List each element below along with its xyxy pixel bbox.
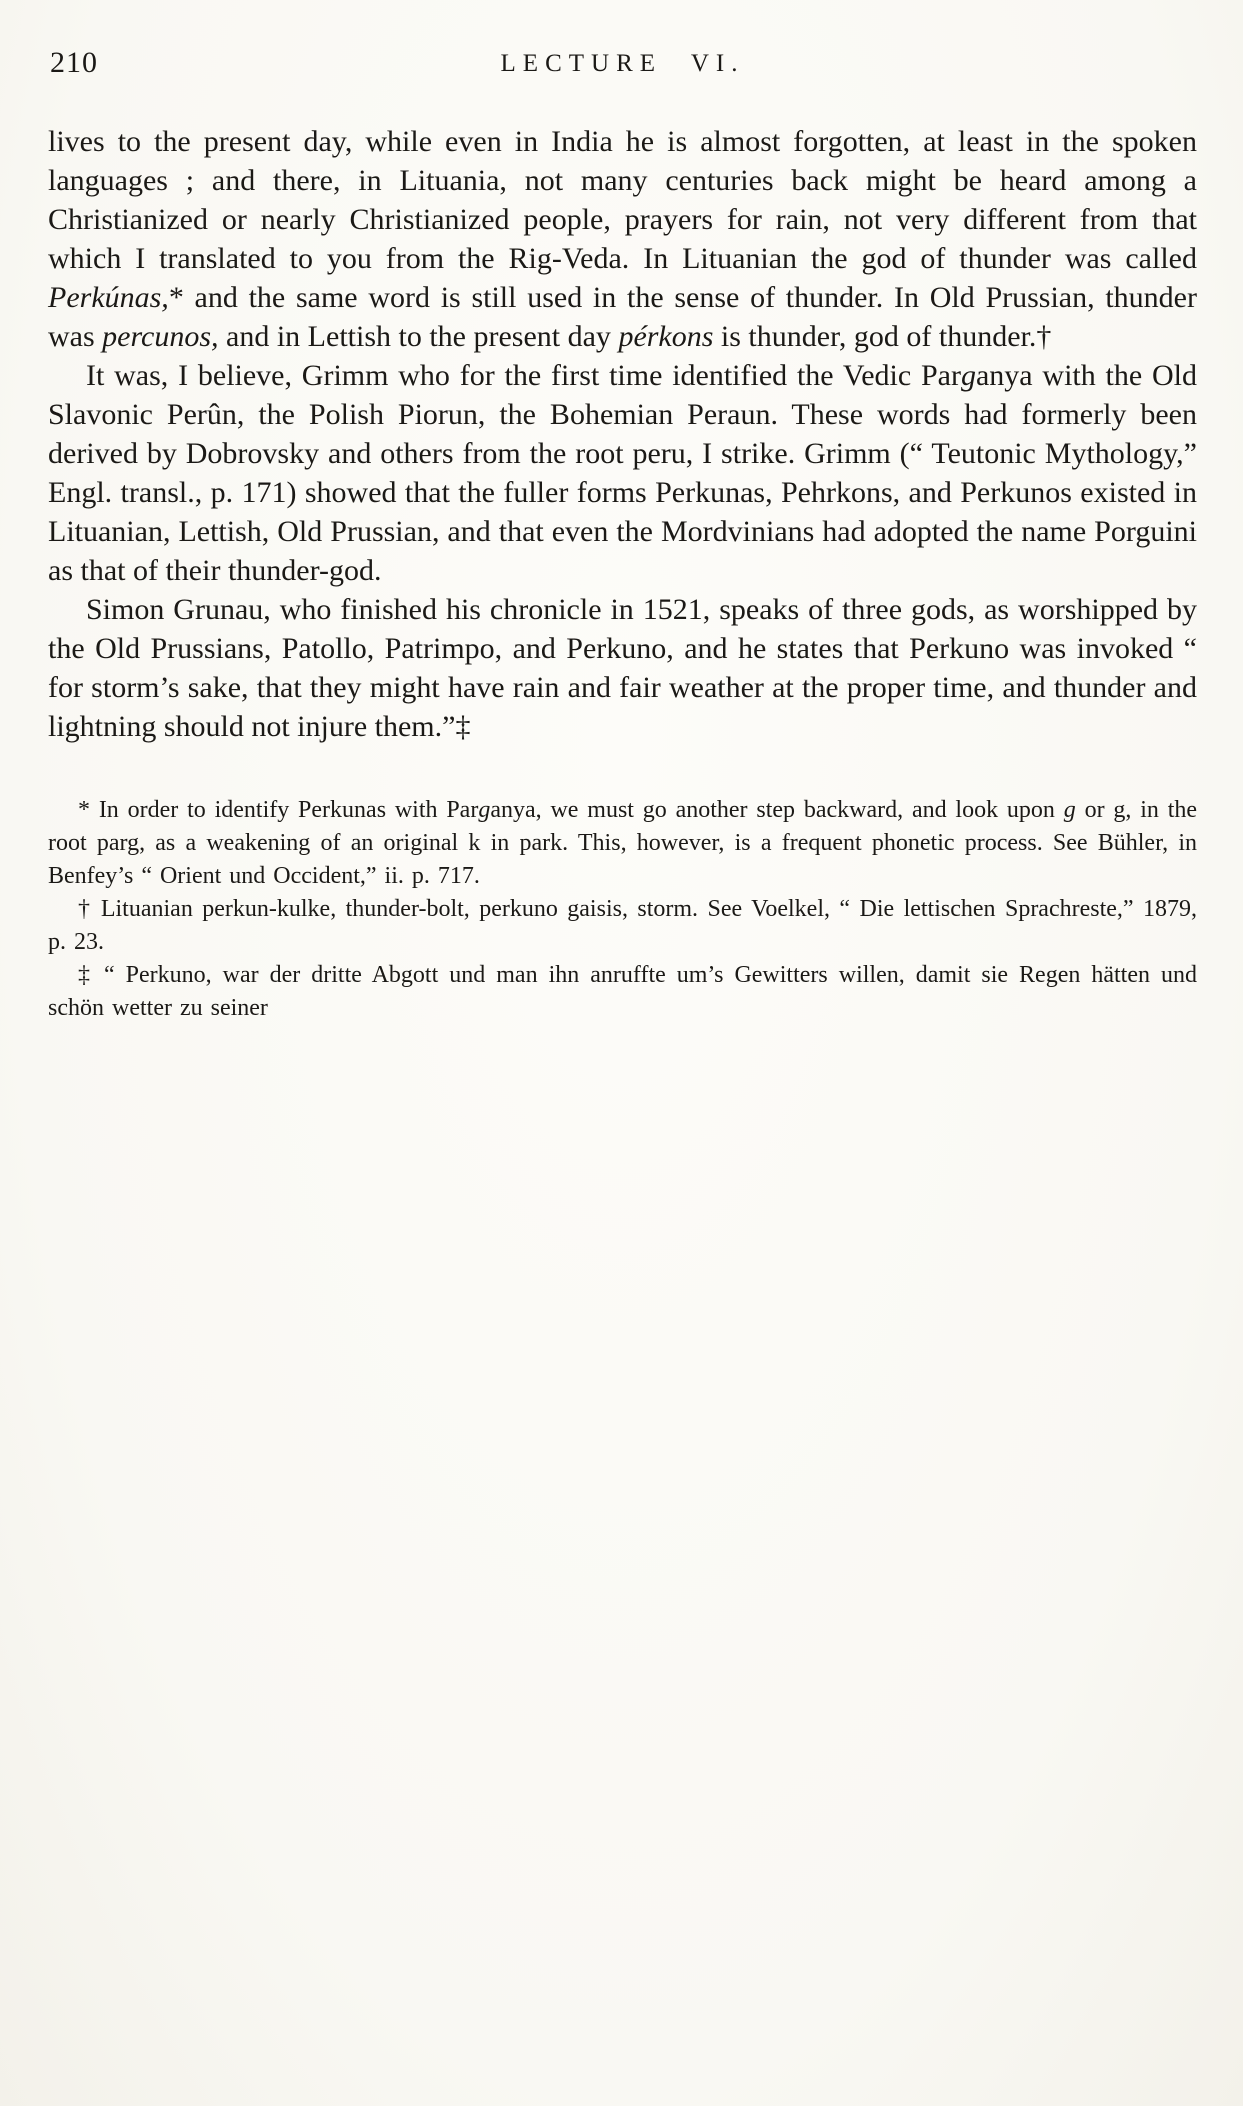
footnote: † Lituanian perkun-kulke, thunder-bolt, perkuno gaisis, storm. See Voelkel, “ Die lettischen Sprachreste,” 1879, p. 23.	[48, 896, 1197, 955]
paragraph: It was, I believe, Grimm who for the first time identified the Vedic Parganya with the Old Slavonic Perûn, the Polish Piorun, the Bohemian Peraun. These words had formerly been derived by Dobrovsky and others from the root peru, I strike. Grimm (“ Teutonic Mythology,” Engl. transl., p. 171) showed that the fuller forms Perkunas, Pehrkons, and Perkunos existed in Lituanian, Lettish, Old Prussian, and that even the Mordvinians had adopted the name Porguini as that of their thunder-god.	[48, 359, 1197, 587]
footnotes	[48, 794, 1197, 1025]
running-title: LECTURE VI.	[500, 50, 745, 77]
paragraph: lives to the present day, while even in India he is almost forgotten, at least in the spoken languages ; and there, in Lituania, not many centuries back might be heard among a Christianized or nearly Christianized people, prayers for rain, not very different from that which I translated to you from the Rig-Veda. In Lituanian the god of thunder was called Perkúnas,* and the same word is still used in the sense of thunder. In Old Prussian, thunder was percunos, and in Lettish to the present day pérkons is thunder, god of thunder.†	[48, 125, 1197, 353]
body-text	[48, 122, 1197, 746]
footnote: ‡ “ Perkuno, war der dritte Abgott und man ihn anruffte um’s Gewitters willen, damit sie Regen hätten und schön wetter zu seiner	[48, 962, 1197, 1021]
footnote: * In order to identify Perkunas with Parganya, we must go another step backward, and look upon g or g, in the root parg, as a weakening of an original k in park. This, however, is a frequent phonetic process. See Bühler, in Benfey’s “ Orient und Occident,” ii. p. 717.	[48, 797, 1198, 889]
paragraph: Simon Grunau, who finished his chronicle in 1521, speaks of three gods, as worshipped by the Old Prussians, Patollo, Patrimpo, and Perkuno, and he states that Perkuno was invoked “ for storm’s sake, that they might have rain and fair weather at the proper time, and thunder and lightning should not injure them.”‡	[48, 593, 1197, 743]
page-number: 210	[50, 46, 98, 79]
page-header	[48, 44, 1197, 88]
